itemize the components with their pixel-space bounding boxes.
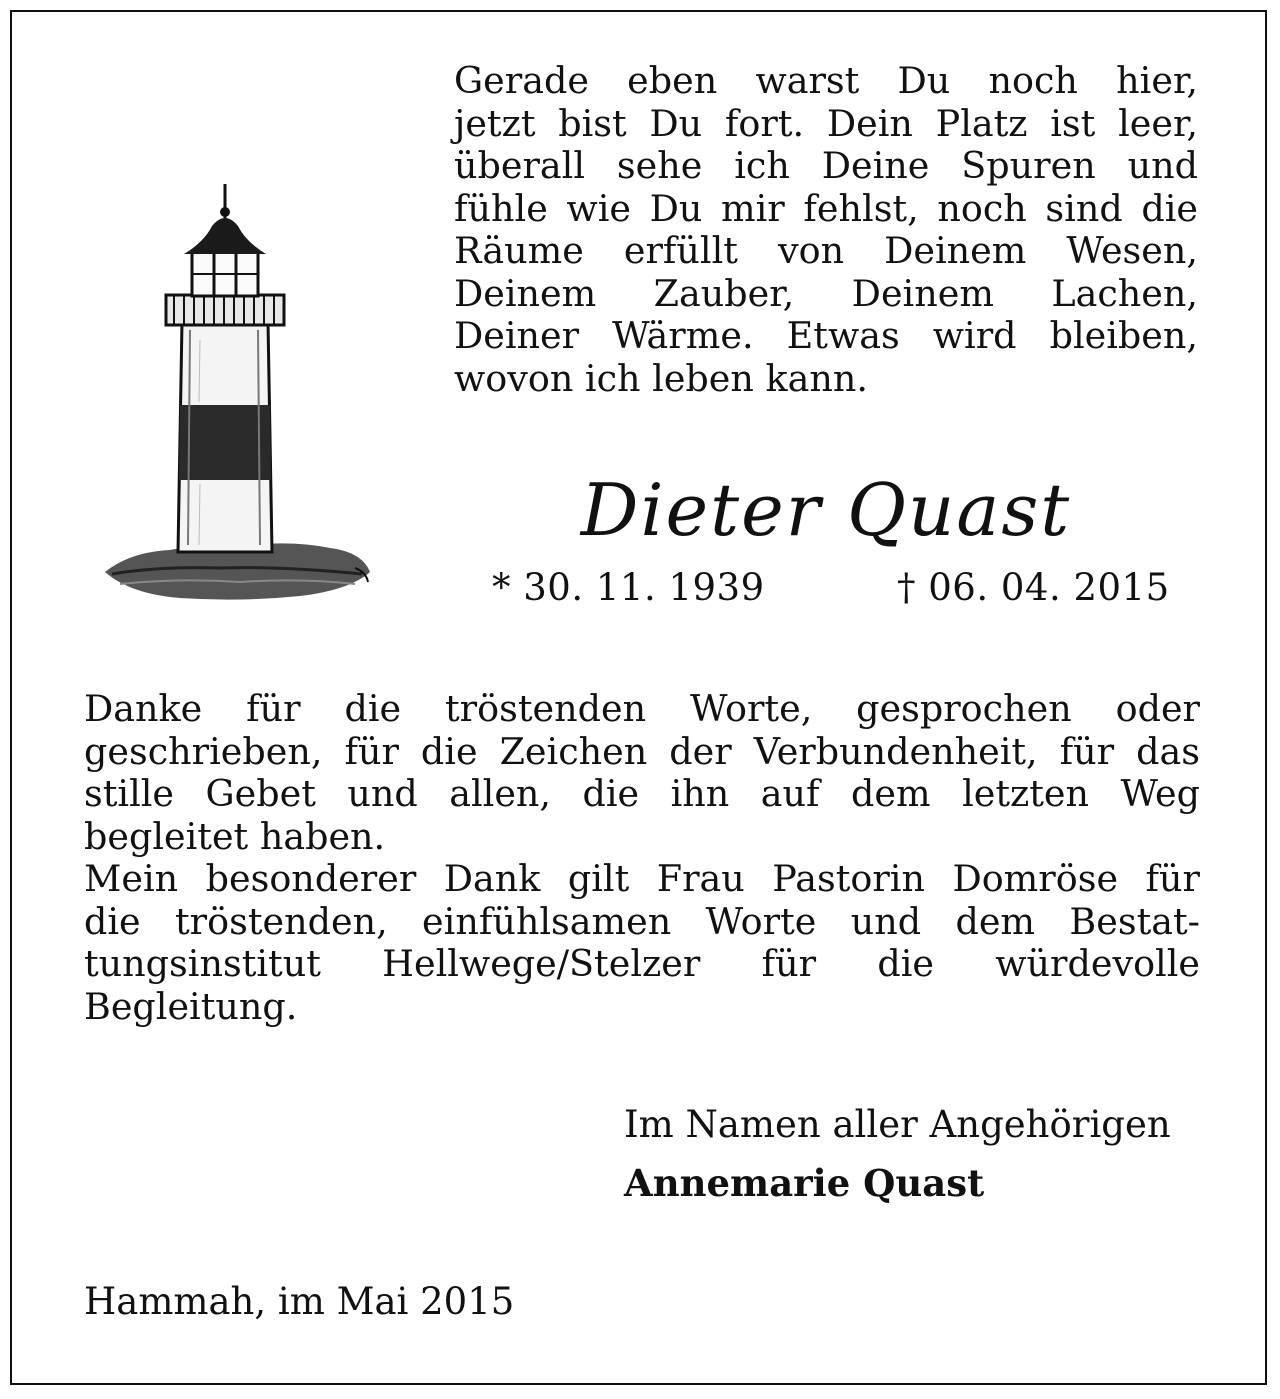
poem-line: jetzt bist Du fort. Dein Platz ist leer, — [454, 101, 1198, 145]
poem-line: Räume erfüllt von Deinem Wesen, — [454, 229, 1198, 272]
thanks-text — [84, 688, 1200, 1028]
thanks-line: die tröstenden, einfühlsamen Worte und dem Bestat- — [84, 899, 1200, 943]
thanks-line: Begleitung. — [84, 984, 298, 1028]
signer-name: Annemarie Quast — [624, 1161, 985, 1205]
poem — [454, 60, 1198, 400]
thanks-line: tungsinstitut Hellwege/Stelzer für die würdevolle — [84, 942, 1200, 985]
poem-line: überall sehe ich Deine Spuren und — [454, 144, 1198, 187]
thanks-line: geschrieben, für die Zeichen der Verbundenheit, für das — [84, 729, 1200, 773]
death-date: † 06. 04. 2015 — [897, 566, 1170, 609]
thanks-line: Mein besonderer Dank gilt Frau Pastorin Domröse für — [84, 857, 1200, 900]
thanks-line: stille Gebet und allen, die ihn auf dem letzten Weg — [84, 772, 1200, 815]
birth-date: * 30. 11. 1939 — [492, 566, 765, 609]
signoff: Im Namen aller Angehörigen — [624, 1103, 1171, 1146]
poem-line: Gerade eben warst Du noch hier, — [454, 59, 1198, 102]
poem-line: Deinem Zauber, Deinem Lachen, — [454, 271, 1198, 315]
poem-line: fühle wie Du mir fehlst, noch sind die — [454, 186, 1198, 230]
thanks-line: begleitet haben. — [84, 814, 386, 858]
thanks-line: Danke für die tröstenden Worte, gesprochen oder — [84, 687, 1200, 730]
deceased-name: Dieter Quast — [580, 468, 1072, 552]
poem-line: Deiner Wärme. Etwas wird bleiben, — [454, 314, 1198, 357]
place-date: Hammah, im Mai 2015 — [84, 1280, 515, 1323]
poem-line: wovon ich leben kann. — [454, 356, 868, 400]
lighthouse-icon — [100, 180, 375, 605]
